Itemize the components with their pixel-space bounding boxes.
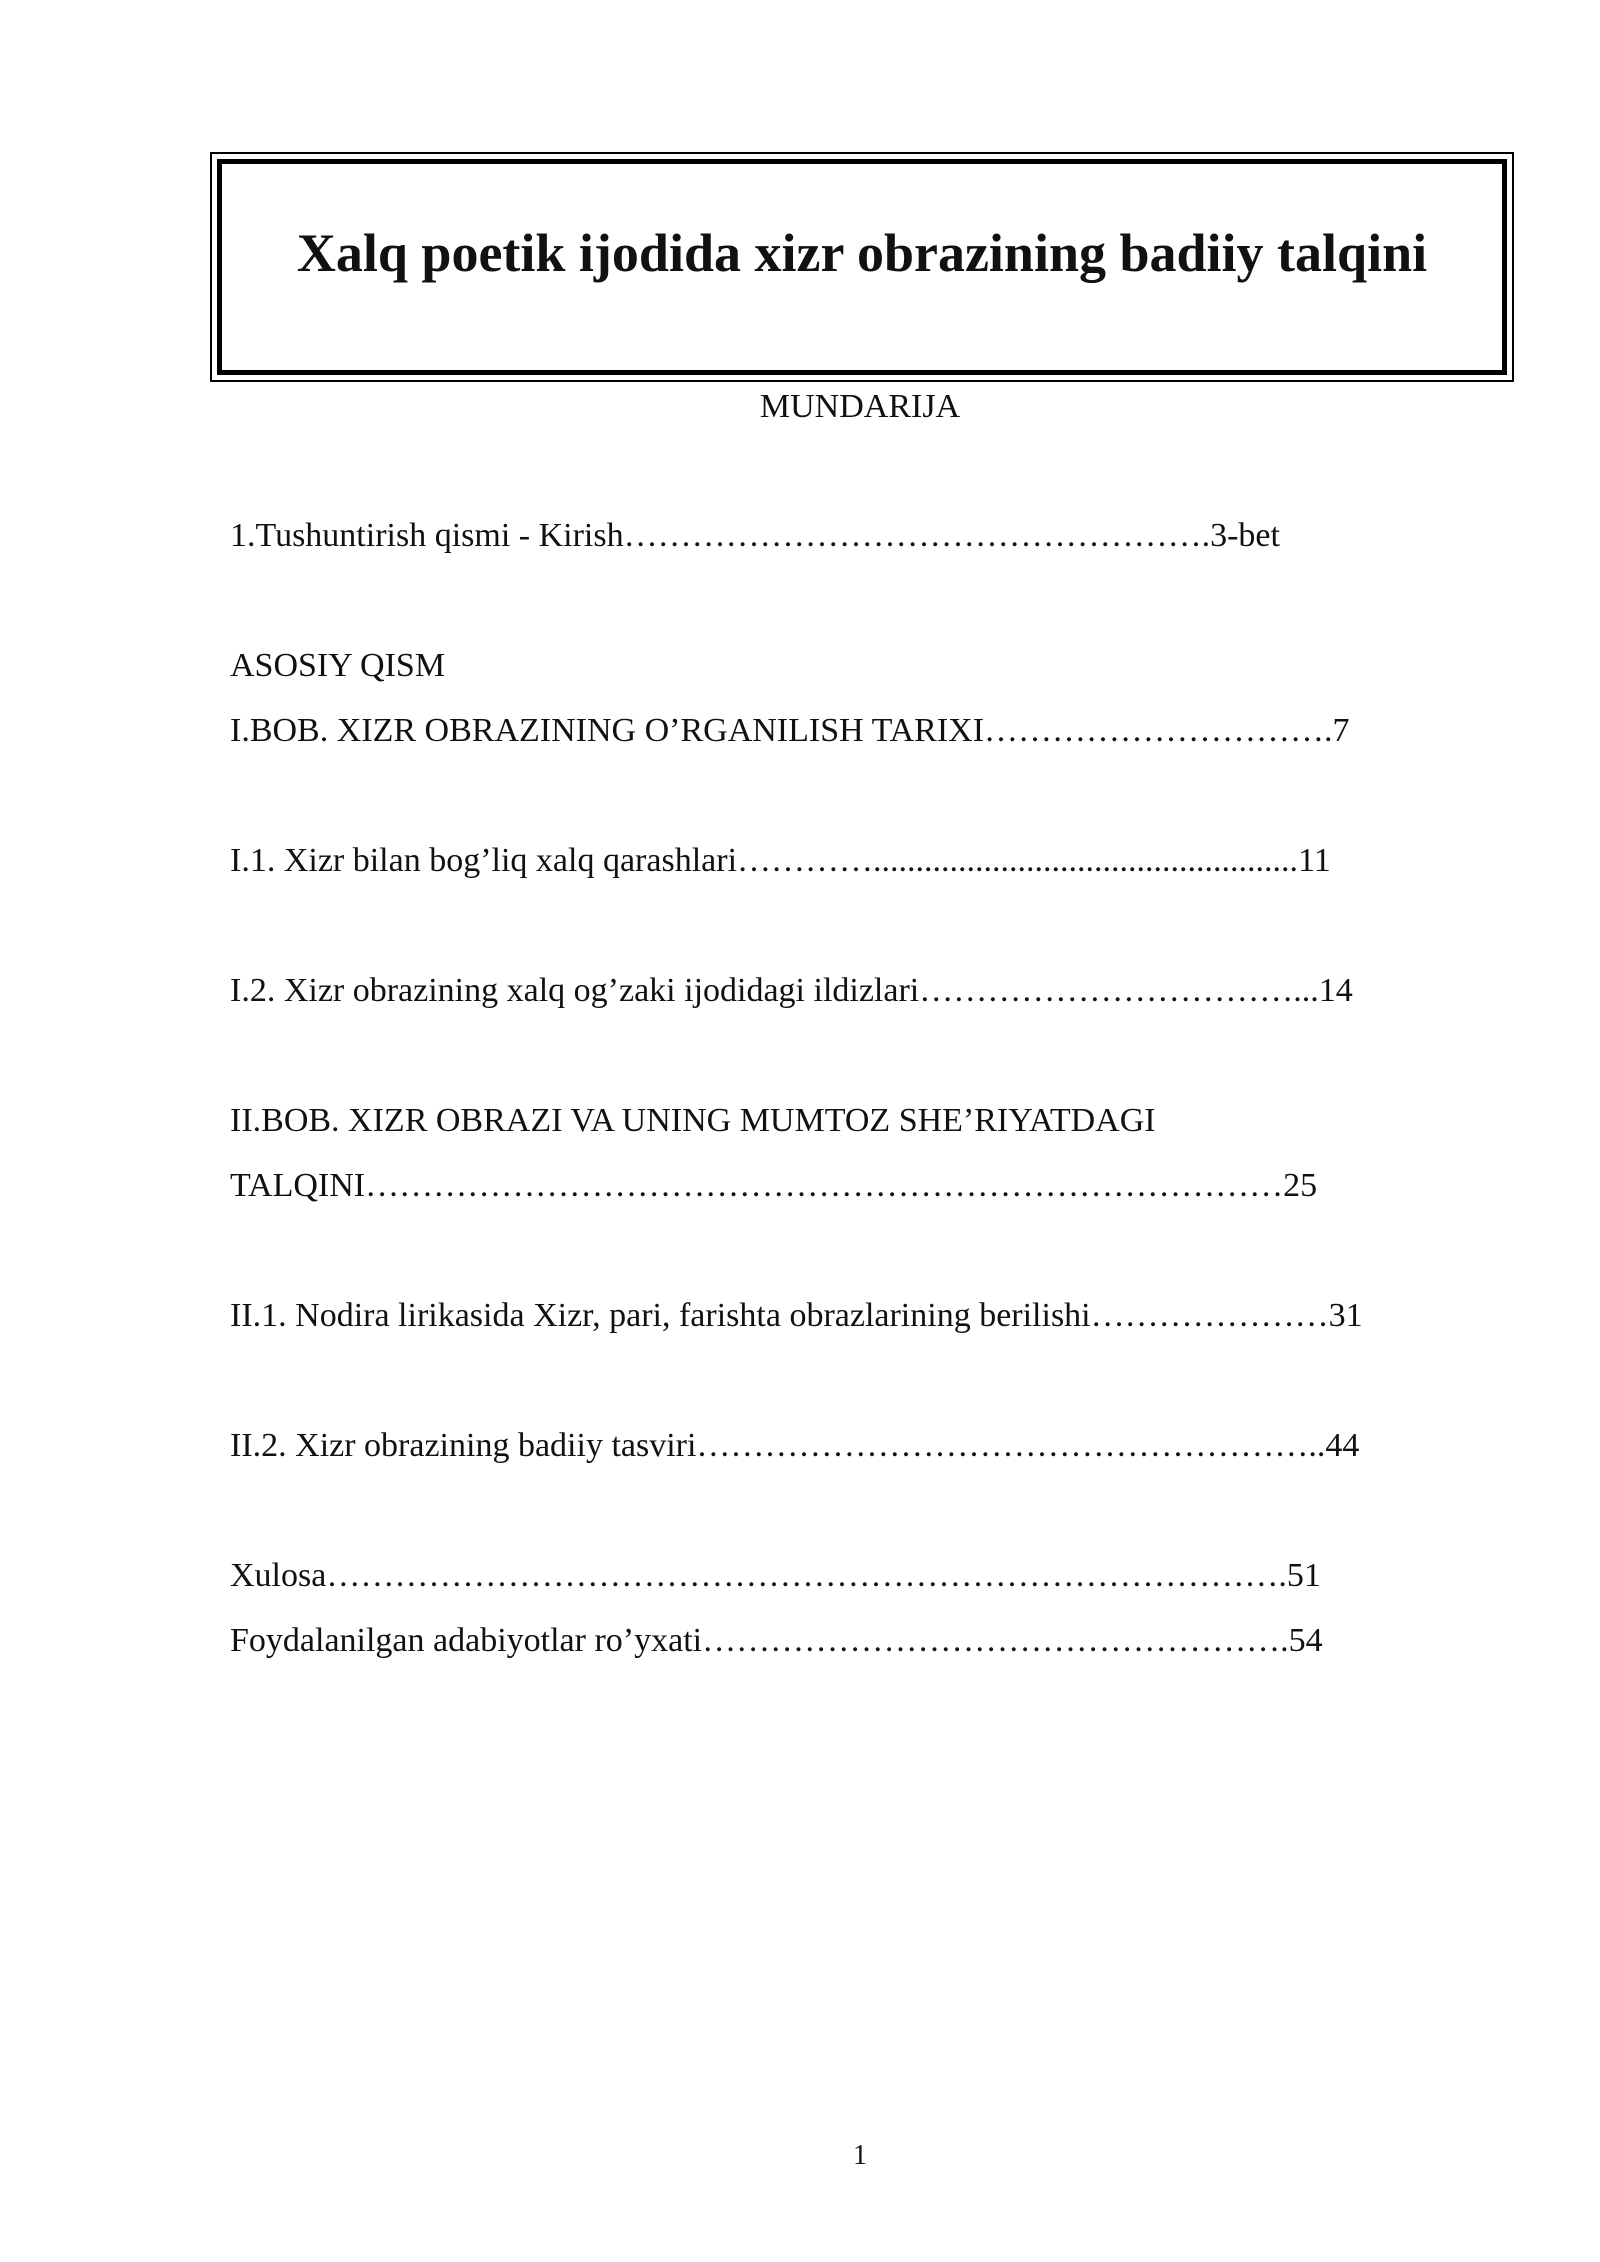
title-frame: [210, 152, 1514, 382]
toc-entry-chapter-1: I.BOB. XIZR OBRAZINING O’RGANILISH TARIXI………………………….7: [230, 712, 1350, 749]
toc-entry-chapter-1-1: I.1. Xizr bilan bog’liq xalq qarashlari…………..................................................11: [230, 842, 1331, 879]
toc-entry-chapter-2-line-2: TALQINI………………………………………………………………………25: [230, 1167, 1318, 1204]
toc-heading: MUNDARIJA: [759, 388, 961, 425]
document-title: Xalq poetik ijodida xizr obrazining badiiy talqini: [296, 223, 1428, 283]
toc-entry-introduction: 1.Tushuntirish qismi - Kirish…………………………………………….3-bet: [230, 517, 1280, 554]
toc-entry-bibliography: Foydalanilgan adabiyotlar ro’yxati…………………………………………….54: [230, 1622, 1323, 1659]
toc-entry-chapter-2-2: II.2. Xizr obrazining badiiy tasviri………………………………………………..44: [230, 1427, 1360, 1464]
page-number: 1: [853, 2140, 867, 2171]
toc-entry-chapter-2-line-1: II.BOB. XIZR OBRAZI VA UNING MUMTOZ SHE’RIYATDAGI: [230, 1102, 1156, 1139]
toc-entry-conclusion: Xulosa………………………………………………………………………….51: [230, 1557, 1321, 1594]
toc-section-main-part: ASOSIY QISM: [230, 647, 446, 684]
title-frame-inner: [217, 159, 1507, 375]
toc-entry-chapter-2-1: II.1. Nodira lirikasida Xizr, pari, farishta obrazlarining berilishi…………………31: [230, 1297, 1363, 1334]
toc-entry-chapter-1-2: I.2. Xizr obrazining xalq og’zaki ijodidagi ildizlari……………………………...14: [230, 972, 1353, 1009]
